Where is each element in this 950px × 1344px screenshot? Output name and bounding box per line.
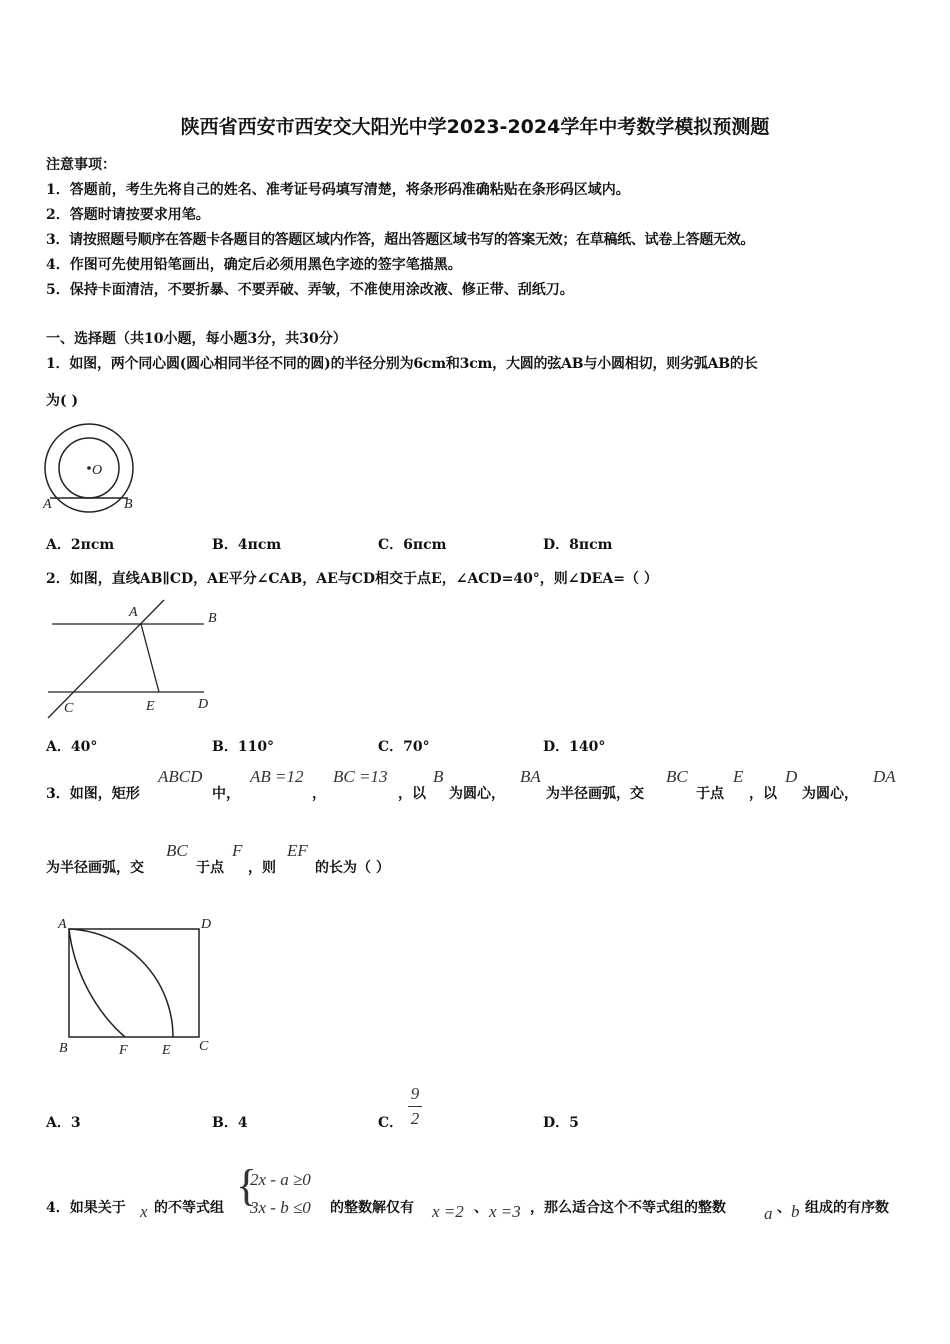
- notice-heading: 注意事项：: [46, 157, 116, 173]
- q3-text-11: 于点: [196, 860, 224, 876]
- q3-math-f: F: [232, 841, 243, 860]
- q1-label-b: B: [124, 497, 133, 512]
- q3-text-12: ，则: [248, 860, 276, 876]
- q3-label-f: F: [119, 1043, 128, 1058]
- q2-label-c: C: [64, 701, 74, 716]
- q3-text-4: ，以: [398, 786, 426, 802]
- notice-item-3: 3．请按照题号顺序在答题卡各题目的答题区域内作答，超出答题区域书写的答案无效；在草稿纸、试卷上答题无效。: [46, 232, 755, 248]
- q4-text-7: 组成的有序数: [805, 1200, 889, 1216]
- q3-text-3: ，: [312, 786, 326, 802]
- q3-label-e: E: [162, 1043, 171, 1058]
- q1-label-a: A: [43, 497, 52, 512]
- q3-option-c: C．: [378, 1115, 404, 1131]
- q1-option-a: A．2πcm: [46, 537, 115, 553]
- q3-math-b: B: [433, 767, 444, 786]
- q3-option-d: D．5: [543, 1115, 579, 1131]
- q3-text-2: 中，: [212, 786, 240, 802]
- q2-label-b: B: [208, 611, 217, 626]
- q4-system-line2: 3x - b ≤0: [250, 1198, 311, 1217]
- q3-option-c-numerator: 9: [410, 1084, 420, 1103]
- q2-label-a: A: [129, 605, 138, 620]
- q3-math-bc3: BC: [166, 841, 188, 860]
- section-heading: 一、选择题（共10小题，每小题3分，共30分）: [46, 331, 347, 347]
- q1-option-c: C．6πcm: [378, 537, 447, 553]
- q3-label-b: B: [59, 1041, 68, 1056]
- fraction-bar: [408, 1106, 422, 1107]
- q3-math-bc2: BC: [666, 767, 688, 786]
- q3-option-a: A．3: [46, 1115, 81, 1131]
- q4-system-line1: 2x - a ≥0: [250, 1170, 311, 1189]
- q3-math-ef: EF: [287, 841, 308, 860]
- q2-text: 2．如图，直线AB∥CD，AE平分∠CAB，AE与CD相交于点E，∠ACD=40°，则∠DEA=（ ）: [46, 571, 658, 587]
- q1-option-b: B．4πcm: [212, 537, 282, 553]
- q1-text-line2: 为( ): [46, 393, 79, 409]
- q3-math-ba: BA: [520, 767, 541, 786]
- page-title: 陕西省西安市西安交大阳光中学2023-2024学年中考数学模拟预测题: [180, 116, 770, 138]
- q3-option-c-denominator: 2: [410, 1109, 420, 1128]
- notice-item-1: 1．答题前，考生先将自己的姓名、准考证号码填写清楚，将条形码准确粘贴在条形码区域内。: [46, 182, 630, 198]
- q3-label-a: A: [58, 917, 67, 932]
- q4-text-2: 的不等式组: [154, 1200, 224, 1216]
- notice-item-5: 5．保持卡面清洁，不要折暴、不要弄破、弄皱，不准使用涂改液、修正带、刮纸刀。: [46, 282, 574, 298]
- q4-system-brace: {: [236, 1161, 258, 1210]
- q2-option-b: B．110°: [212, 739, 275, 755]
- q3-text-5: 为圆心，: [449, 786, 505, 802]
- q3-figure-rectangle-arcs: [56, 912, 226, 1062]
- q3-text-10: 为半径画弧，交: [46, 860, 144, 876]
- q4-math-x: x: [140, 1202, 148, 1221]
- q2-option-d: D．140°: [543, 739, 606, 755]
- q4-math-x3: x =3: [489, 1202, 521, 1221]
- q3-math-e: E: [733, 767, 744, 786]
- q3-option-c-fraction: [405, 1084, 425, 1129]
- q4-text-5: ，那么适合这个不等式组的整数: [530, 1200, 726, 1216]
- q3-text-7: 于点: [696, 786, 724, 802]
- q1-text-line1: 1．如图，两个同心圆(圆心相同半径不同的圆)的半径分别为6cm和3cm，大圆的弦AB与小圆相切，则劣弧AB的长: [46, 356, 758, 372]
- q2-label-e: E: [146, 699, 155, 714]
- notice-item-2: 2．答题时请按要求用笔。: [46, 207, 210, 223]
- q3-math-da: DA: [873, 767, 896, 786]
- q3-text-1: 3．如图，矩形: [46, 786, 140, 802]
- q1-figure-concentric-circles: [40, 420, 140, 512]
- q3-label-c: C: [199, 1039, 209, 1054]
- q3-label-d: D: [201, 917, 212, 932]
- q3-option-b: B．4: [212, 1115, 248, 1131]
- notice-item-4: 4．作图可先使用铅笔画出，确定后必须用黑色字迹的签字笔描黑。: [46, 257, 462, 273]
- q1-label-o: O: [92, 463, 103, 478]
- q3-math-ab: AB =12: [250, 767, 304, 786]
- q3-text-13: 的长为（ ）: [315, 860, 390, 876]
- q3-text-8: ，以: [749, 786, 777, 802]
- q2-figure-parallel-lines: [44, 598, 224, 720]
- q3-math-d: D: [785, 767, 798, 786]
- q4-math-b: b: [791, 1202, 800, 1221]
- q4-text-6: 、: [777, 1200, 791, 1216]
- q4-text-1: 4．如果关于: [46, 1200, 126, 1216]
- q4-math-x2: x =2: [432, 1202, 464, 1221]
- q3-math-bc: BC =13: [333, 767, 388, 786]
- q1-option-d: D．8πcm: [543, 537, 613, 553]
- q3-math-abcd: ABCD: [158, 767, 203, 786]
- q3-text-6: 为半径画弧，交: [546, 786, 644, 802]
- q2-option-c: C．70°: [378, 739, 430, 755]
- q2-label-d: D: [198, 697, 209, 712]
- q4-math-a: a: [764, 1204, 773, 1223]
- q2-option-a: A．40°: [46, 739, 98, 755]
- q4-text-4: 、: [474, 1200, 488, 1216]
- q4-text-3: 的整数解仅有: [330, 1200, 414, 1216]
- q3-text-9: 为圆心，: [802, 786, 858, 802]
